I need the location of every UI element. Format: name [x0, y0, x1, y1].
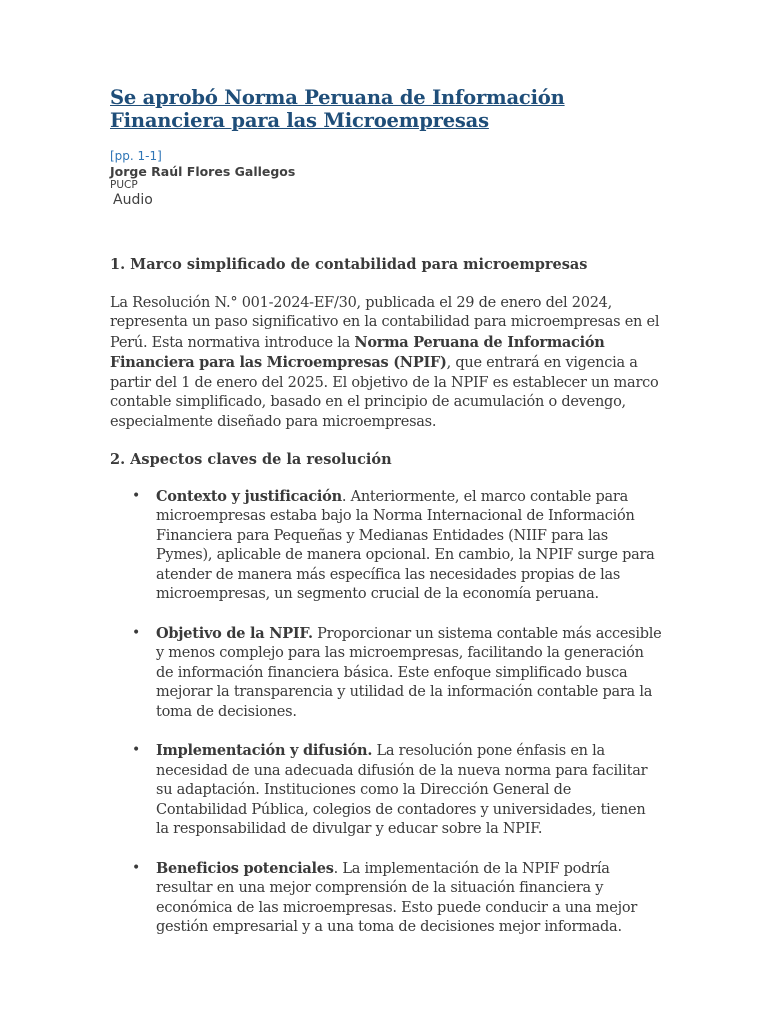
key-aspects-list — [110, 487, 662, 938]
paragraph-text: , que entrará en vigencia a partir del 1 de enero del 2025. El objetivo de la NPIF es establecer un marco contable simplificado, basado en el principio de acumulación o devengo, especialmente diseñado para microempresas. — [110, 355, 659, 430]
list-item-lead: Implementación y difusión. — [156, 742, 373, 759]
section-2-heading: 2. Aspectos claves de la resolución — [110, 451, 392, 468]
article-title-link[interactable]: Se aprobó Norma Peruana de Información Financiera para las Microempresas — [110, 86, 565, 132]
list-item-lead: Beneficios potenciales — [156, 859, 334, 877]
list-item-text: . La implementación de la NPIF podría resultar en una mejor comprensión de la situación financiera y económica de las microempresas. Esto puede conducir a una mejor gestión empresarial y a una toma de decisiones mejor informada. — [156, 860, 638, 935]
section-1-heading: 1. Marco simplificado de contabilidad para microempresas — [110, 256, 588, 273]
list-item-text: . Anteriormente, el marco contable para microempresas estaba bajo la Norma Internacional de Información Financiera para Pequeñas y Medianas Entidades (NIIF para las Pymes), aplicable de manera opcional. En cambio, la NPIF surge para atender de manera más específica las necesidades propias de las microempresas, un segmento crucial de la economía peruana. — [156, 488, 655, 602]
page-range: [pp. 1-1] — [110, 149, 162, 163]
list-item — [110, 741, 662, 840]
author-affiliation: PUCP — [110, 179, 138, 191]
author-name: Jorge Raúl Flores Gallegos — [110, 164, 296, 179]
audio-link[interactable]: Audio — [113, 192, 153, 208]
list-item-lead: Contexto y justificación — [156, 487, 342, 505]
section-1-paragraph — [110, 294, 662, 433]
paragraph-bold-text: Norma Peruana de Información Financiera para las Microempresas (NPIF) — [110, 333, 605, 371]
paragraph-text: La Resolución N.° 001-2024-EF/30, publicada el 29 de enero del 2024, representa un paso significativo en la contabilidad para microempresas en el Perú. Esta normativa introduce la — [110, 294, 660, 351]
list-item — [110, 487, 662, 605]
list-item — [110, 859, 662, 938]
list-item-text: La resolución pone énfasis en la necesidad de una adecuada difusión de la nueva norma para facilitar su adaptación. Instituciones como la Dirección General de Contabilidad Pública, colegios de contadores y universidades, tienen la responsabilidad de divulgar y educar sobre la NPIF. — [156, 743, 648, 837]
bullet-icon: • — [132, 859, 141, 876]
bullet-icon: • — [132, 487, 141, 504]
bullet-icon: • — [132, 624, 141, 641]
bullet-icon: • — [132, 742, 141, 758]
list-item — [110, 624, 662, 723]
article — [110, 86, 662, 957]
list-item-text: Proporcionar un sistema contable más accesible y menos complejo para las microempresas, facilitando la generación de información financiera básica. Este enfoque simplificado busca mejorar la transparencia y utilidad de la información contable para la toma de decisiones. — [156, 625, 662, 720]
list-item-lead: Objetivo de la NPIF. — [156, 624, 313, 642]
